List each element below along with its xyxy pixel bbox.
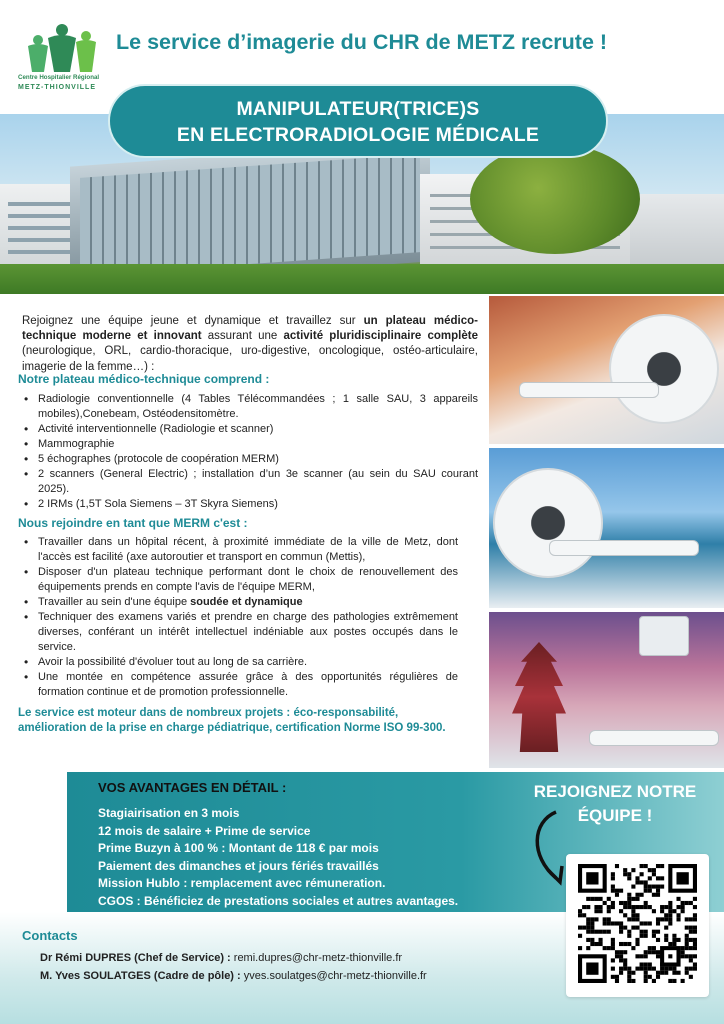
list-item: • 5 échographes (protocole de coopération MERM) bbox=[22, 452, 478, 467]
list-item: Mission Hublo : remplacement avec rémuneration. bbox=[98, 876, 386, 890]
list-item: • Avoir la possibilité d'évoluer tout au long de sa carrière. bbox=[22, 655, 458, 670]
merm-list bbox=[22, 535, 458, 700]
benefits-list bbox=[98, 805, 458, 910]
list-item: • Activité interventionnelle (Radiologie et scanner) bbox=[22, 422, 478, 437]
list-item: • Techniquer des examens variés et prendre en charge des pathologies extrêmement diverses, conférant un intérêt intellectuel indéniable aux postes occupés dans le service. bbox=[22, 610, 458, 655]
xray-room-photo bbox=[489, 612, 724, 768]
job-title-line2: EN ELECTRORADIOLOGIE MÉDICALE bbox=[176, 124, 540, 146]
benefits-heading: VOS AVANTAGES EN DÉTAIL : bbox=[98, 780, 287, 795]
list-item bbox=[22, 595, 458, 610]
mri-room-photo-2 bbox=[489, 448, 724, 608]
plateau-heading: Notre plateau médico-technique comprend : bbox=[18, 372, 270, 386]
logo-org-name: Centre Hospitalier Régional bbox=[18, 74, 100, 81]
list-item: • Disposer d'un plateau technique performant dont le choix de renouvellement des équipements prends en compte l'avis de l'équipe MERM, bbox=[22, 565, 458, 595]
list-item: Prime Buzyn à 100 % : Montant de 118 € par mois bbox=[98, 841, 379, 855]
join-line2: ÉQUIPE ! bbox=[577, 806, 653, 825]
list-item: Stagiairisation en 3 mois bbox=[98, 806, 240, 820]
job-title-banner bbox=[108, 84, 608, 158]
join-line1: REJOIGNEZ NOTRE bbox=[533, 782, 697, 801]
list-item: CGOS : Bénéficiez de prestations sociales et autres avantages. bbox=[98, 893, 459, 908]
intro-bold-1: un plateau médico-technique moderne et innovant bbox=[22, 315, 478, 343]
list-item: 12 mois de salaire + Prime de service bbox=[98, 823, 311, 838]
intro-text-2: assurant une bbox=[201, 330, 284, 343]
intro-text-3: (neurologique, ORL, cardio-thoracique, uro-digestive, oncologique, ostéo-articulaire, imagerie de la femme…) : bbox=[22, 345, 478, 373]
qr-code[interactable] bbox=[566, 854, 709, 997]
list-item: • Une montée en compétence assurée grâce à des opportunités régulières de formation continue et de promotion professionnelle. bbox=[22, 670, 458, 700]
intro-text-1: Rejoignez une équipe jeune et dynamique et travaillez sur bbox=[22, 315, 364, 327]
contact-2-name: M. Yves SOULATGES (Cadre de pôle) : bbox=[40, 970, 241, 982]
qr-code-icon bbox=[578, 864, 697, 983]
hospital-logo bbox=[18, 20, 104, 100]
list-item: • 2 scanners (General Electric) ; installation d’un 3e scanner (au sein du SAU courant 2025). bbox=[22, 467, 478, 497]
page-headline: Le service d’imagerie du CHR de METZ recrute ! bbox=[116, 30, 608, 54]
merm-heading: Nous rejoindre en tant que MERM c'est : bbox=[18, 516, 248, 530]
list-item: • 2 IRMs (1,5T Sola Siemens – 3T Skyra Siemens) bbox=[22, 497, 478, 512]
three-people-logo-icon bbox=[24, 20, 100, 74]
intro-paragraph bbox=[22, 314, 478, 375]
projects-note bbox=[18, 706, 488, 736]
list-item: • Mammographie bbox=[22, 437, 478, 452]
contact-1-email[interactable]: remi.dupres@chr-metz-thionville.fr bbox=[233, 952, 403, 964]
team-text: Travailler au sein d'une équipe bbox=[38, 596, 191, 608]
contact-2-email[interactable]: yves.soulatges@chr-metz-thionville.fr bbox=[243, 970, 427, 982]
note-line2: amélioration de la prise en charge pédiatrique, certification Norme ISO 99-300. bbox=[18, 722, 446, 734]
plateau-list bbox=[22, 392, 478, 512]
contact-1 bbox=[40, 952, 402, 964]
logo-org-city: METZ-THIONVILLE bbox=[18, 84, 96, 91]
team-bold: soudée et dynamique bbox=[190, 596, 303, 608]
job-title-line1: MANIPULATEUR(TRICE)S bbox=[236, 98, 480, 120]
contacts-heading: Contacts bbox=[22, 928, 78, 943]
note-line1: Le service est moteur dans de nombreux projets : éco-responsabilité, bbox=[18, 707, 399, 719]
contact-2 bbox=[40, 970, 427, 982]
list-item: • Radiologie conventionnelle (4 Tables Télécommandées ; 1 salle SAU, 3 appareils mobiles),Conebeam, Ostéodensitomètre. bbox=[22, 392, 478, 422]
mri-room-photo-1 bbox=[489, 296, 724, 444]
intro-bold-2: activité pluridisciplinaire complète bbox=[283, 330, 478, 343]
contact-1-name: Dr Rémi DUPRES (Chef de Service) : bbox=[40, 952, 231, 964]
list-item: • Travailler dans un hôpital récent, à proximité immédiate de la ville de Metz, dont l'accès est facilité (axe autoroutier et transport en commun (Mettis), bbox=[22, 535, 458, 565]
list-item: Paiement des dimanches et jours fériés travaillés bbox=[98, 858, 379, 873]
